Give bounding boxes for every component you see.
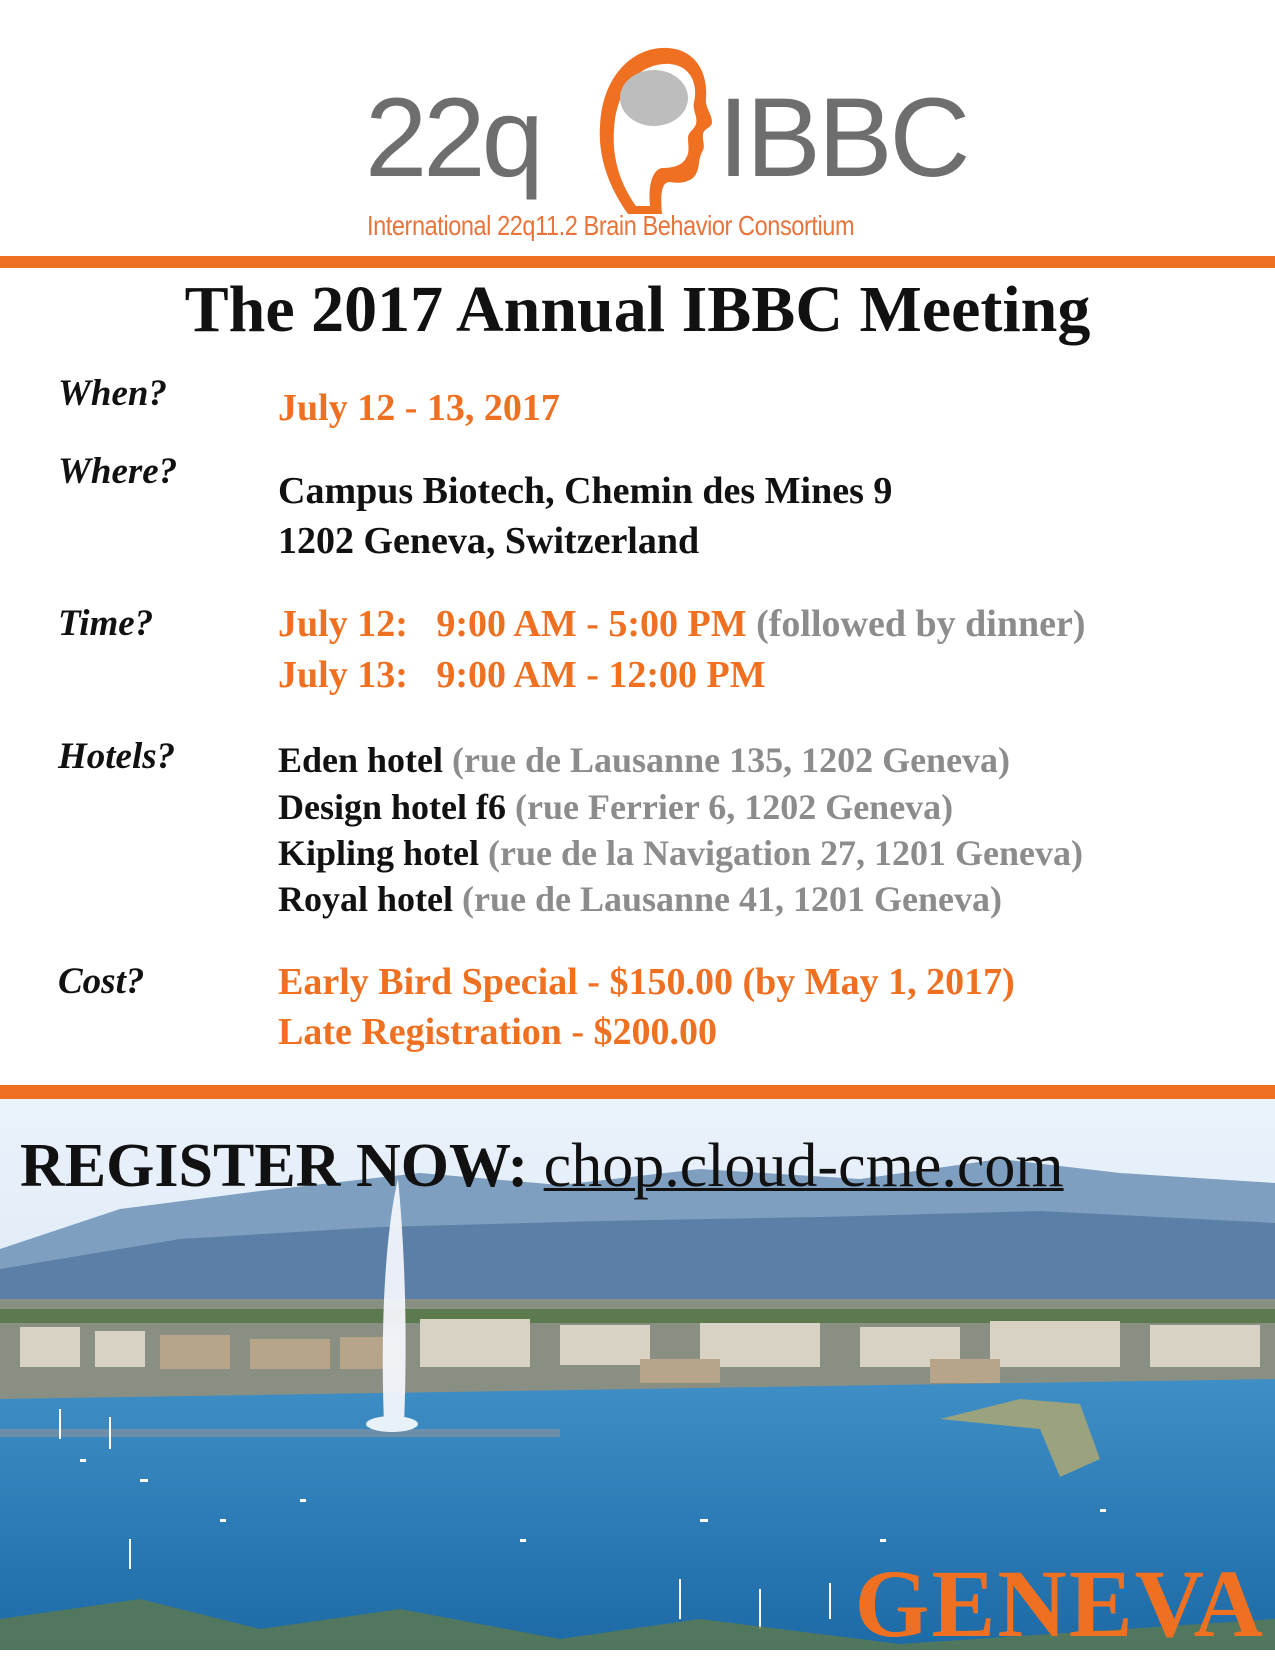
hotel-item [278, 789, 953, 825]
city-name: GENEVA [854, 1550, 1265, 1657]
time-day: July 13: [278, 654, 408, 696]
time-hours: 9:00 AM - 12:00 PM [436, 654, 766, 696]
register-cta [20, 1132, 1064, 1200]
hotel-address: (rue de Lausanne 135, 1202 Geneva) [452, 740, 1011, 780]
hotel-item [278, 881, 1002, 917]
logo-subtitle: International 22q11.2 Brain Behavior Consortium [367, 210, 855, 241]
hotel-name: Kipling hotel [278, 833, 480, 873]
hotel-name: Royal hotel [278, 879, 453, 919]
where-line1: Campus Biotech, Chemin des Mines 9 [278, 470, 893, 512]
cost-late: Late Registration - $200.00 [278, 1011, 718, 1053]
when-label: When? [58, 373, 167, 414]
time-label: Time? [58, 603, 154, 644]
time-note: (followed by dinner) [756, 603, 1086, 645]
logo-ibbc-text: IBBC [718, 75, 968, 200]
hotel-item [278, 742, 1010, 778]
hotel-name: Design hotel f6 [278, 787, 506, 827]
cost-early-bird: Early Bird Special - $150.00 (by May 1, 2017) [278, 961, 1015, 1003]
hotel-item [278, 835, 1083, 871]
bottom-divider [0, 1085, 1275, 1099]
time-hours: 9:00 AM - 5:00 PM [436, 603, 747, 645]
where-label: Where? [58, 451, 178, 492]
cost-label: Cost? [58, 961, 145, 1002]
head-silhouette-icon [588, 36, 718, 218]
where-line2: 1202 Geneva, Switzerland [278, 520, 700, 562]
logo [0, 0, 1275, 255]
hotel-address: (rue Ferrier 6, 1202 Geneva) [515, 787, 954, 827]
hotel-address: (rue de Lausanne 41, 1201 Geneva) [462, 879, 1002, 919]
hotel-address: (rue de la Navigation 27, 1201 Geneva) [488, 833, 1083, 873]
when-value: July 12 - 13, 2017 [278, 387, 560, 429]
hotels-label: Hotels? [58, 736, 176, 777]
register-link[interactable]: chop.cloud-cme.com [543, 1132, 1064, 1200]
hotel-name: Eden hotel [278, 740, 444, 780]
time-row-1 [278, 605, 1085, 643]
time-day: July 12: [278, 603, 408, 645]
logo-22q-text: 22q [365, 75, 540, 200]
page-title: The 2017 Annual IBBC Meeting [184, 273, 1091, 346]
top-divider [0, 256, 1275, 268]
register-prefix: REGISTER NOW: [20, 1132, 529, 1200]
time-row-2 [278, 656, 766, 694]
